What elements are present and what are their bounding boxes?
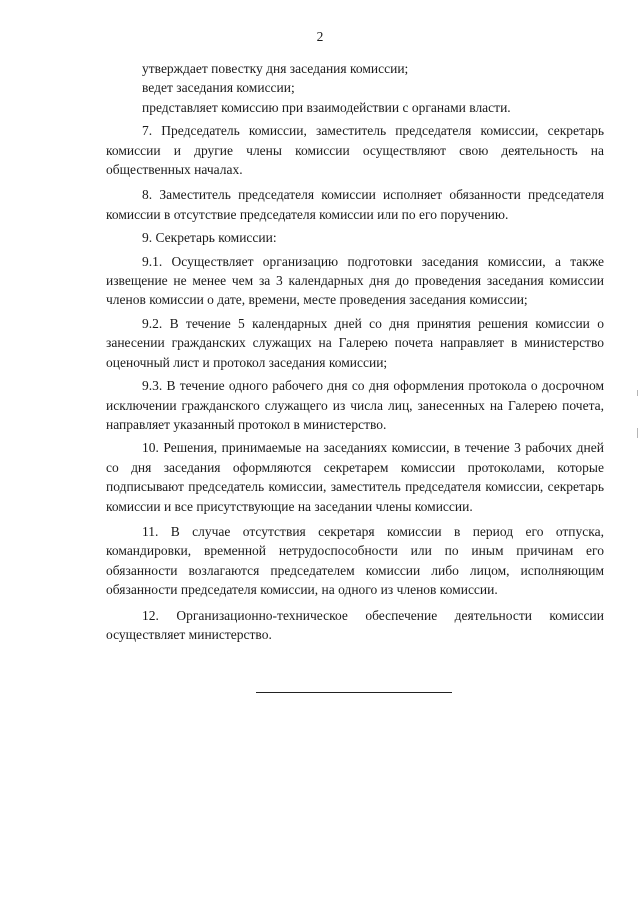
page-number: 2 <box>316 29 324 44</box>
paragraph-9-1: 9.1. Осуществляет организацию подготовки заседания комиссии, а также извещение не менее чем за 3 календарных дня до проведения заседания комиссии членов комиссии о дате, времени, месте проведения заседания комиссии; <box>106 253 604 308</box>
document-body <box>106 59 604 644</box>
scan-edge-mark <box>637 428 638 438</box>
paragraph: утверждает повестку дня заседания комиссии; <box>142 61 409 76</box>
scan-edge-mark <box>637 390 638 396</box>
paragraph-12: 12. Организационно-техническое обеспечение деятельности комиссии осуществляет министерство. <box>106 607 604 642</box>
paragraph-7: 7. Председатель комиссии, заместитель председателя комиссии, секретарь комиссии и другие члены комиссии осуществляют свою деятельность на общественных началах. <box>106 123 604 178</box>
paragraph-9-2: 9.2. В течение 5 календарных дней со дня принятия решения комиссии о занесении гражданских служащих на Галерею почета направляет в министерство оценочный лист и протокол заседания комиссии; <box>106 315 604 370</box>
paragraph-11: 11. В случае отсутствия секретаря комиссии в период его отпуска, командировки, временной нетрудоспособности или по иным причинам его обязанности возлагаются председателем комиссии либо лицом, исполняющим обязанности председателя комиссии, на одного из членов комиссии. <box>106 523 604 598</box>
paragraph-9-3: 9.3. В течение одного рабочего дня со дня оформления протокола о досрочном исключении гражданского служащего из числа лиц, занесенных на Галерею почета, направляет указанный протокол в министерство. <box>106 378 604 432</box>
paragraph-9: 9. Секретарь комиссии: <box>142 230 277 246</box>
paragraph-10: 10. Решения, принимаемые на заседаниях комиссии, в течение 3 рабочих дней со дня заседания оформляются секретарем комиссии протоколами, которые подписывают председатель комиссии, заместитель председателя комиссии, секретарь комиссии и все присутствующие на заседании члены комиссии. <box>106 440 604 514</box>
paragraph-8: 8. Заместитель председателя комиссии исполняет обязанности председателя комиссии в отсутствие председателя комиссии или по его поручению. <box>106 187 604 222</box>
closing-rule <box>256 692 452 693</box>
paragraph: представляет комиссию при взаимодействии с органами власти. <box>142 99 511 115</box>
paragraph: ведет заседания комиссии; <box>142 80 295 96</box>
